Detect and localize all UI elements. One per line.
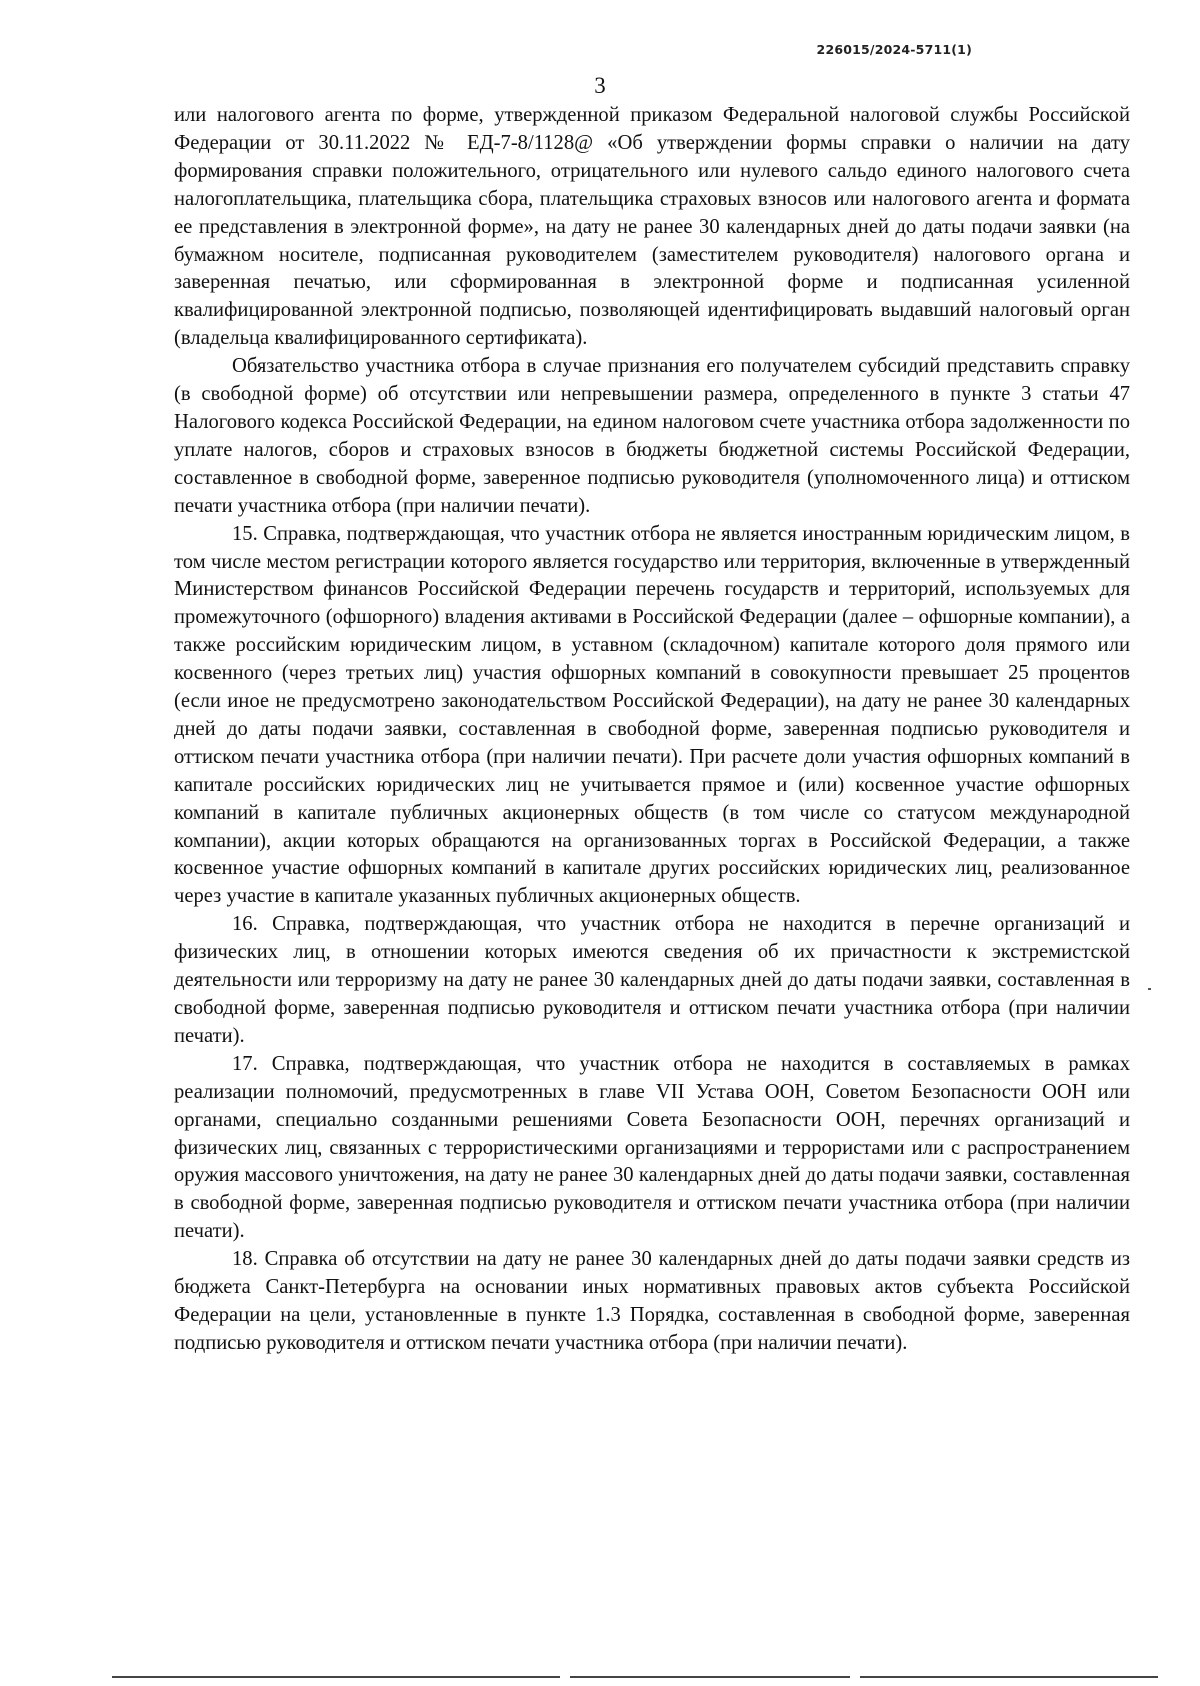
bottom-rule — [112, 1676, 1158, 1678]
paragraph-obligation: Обязательство участника отбора в случае признания его получателем субсидий представить справку (в свободной форме) об отсутствии или непревышении размера, определенного в пункте 3 статьи 47 Налогового кодекса Российской Федерации, на едином налоговом счете участника отбора задолженности по уплате налогов, сборов и страховых взносов в бюджеты бюджетной системы Российской Федерации, составленное в свободной форме, заверенное подписью руководителя (уполномоченного лица) и оттиском печати участника отбора (при наличии печати). — [174, 355, 1130, 517]
paragraph-item-16: 16. Справка, подтверждающая, что участник отбора не находится в перечне организаций и физических лиц, в отношении которых имеются сведения об их причастности к экстремистской деятельности или терроризму на дату не ранее 30 календарных дней до даты подачи заявки, составленная в свободной форме, заверенная подписью руководителя и оттиском печати участника отбора (при наличии печати). — [174, 913, 1130, 1047]
paragraph-item-17: 17. Справка, подтверждающая, что участник отбора не находится в составляемых в рамках реализации полномочий, предусмотренных в главе VII Устава ООН, Советом Безопасности ООН или органами, специально созданными решениями Совета Безопасности ООН, перечнях организаций и физических лиц, связанных с террористическими организациями и террористами или с распространением оружия массового уничтожения, на дату не ранее 30 календарных дней до даты подачи заявки, составленная в свободной форме, заверенная подписью руководителя и оттиском печати участника отбора (при наличии печати). — [174, 1052, 1130, 1243]
bottom-rule-gap — [560, 1675, 570, 1679]
paragraph-item-18: 18. Справка об отсутствии на дату не ранее 30 календарных дней до даты подачи заявки средств из бюджета Санкт-Петербурга на основании иных нормативных правовых актов субъекта Российской Федерации на цели, установленные в пункте 1.3 Порядка, составленная в свободной форме, заверенная подписью руководителя и оттиском печати участника отбора (при наличии печати). — [174, 1248, 1130, 1354]
bottom-rule-gap — [850, 1675, 860, 1679]
paragraph-continuation: или налогового агента по форме, утвержденной приказом Федеральной налоговой службы Российской Федерации от 30.11.2022 № ЕД-7-8/1128@ «Об утверждении формы справки о наличии на дату формирования справки положительного, отрицательного или нулевого сальдо единого налогового счета налогоплательщика, плательщика сбора, плательщика страховых взносов или налогового агента и формата ее представления в электронной форме», на дату не ранее 30 календарных дней до даты подачи заявки (на бумажном носителе, подписанная руководителем (заместителем руководителя) налогового органа и заверенная печатью, или сформированная в электронной форме и подписанная усиленной квалифицированной электронной подписью, позволяющей идентифицировать выдавший налоговый орган (владельца квалифицированного сертификата). — [174, 104, 1130, 350]
paragraph-item-15: 15. Справка, подтверждающая, что участник отбора не является иностранным юридическим лицом, в том числе местом регистрации которого является государство или территория, включенные в утвержденный Министерством финансов Российской Федерации перечень государств и территорий, используемых для промежуточного (офшорного) владения активами в Российской Федерации (далее – офшорные компании), а также российским юридическим лицом, в уставном (складочном) капитале которого доля прямого или косвенного (через третьих лиц) участия офшорных компаний в совокупности превышает 25 процентов (если иное не предусмотрено законодательством Российской Федерации), на дату не ранее 30 календарных дней до даты подачи заявки, составленная в свободной форме, заверенная подписью руководителя и оттиском печати участника отбора (при наличии печати). При расчете доли участия офшорных компаний в капитале российских юридических лиц не учитывается прямое и (или) косвенное участие офшорных компаний в капитале публичных акционерных обществ (в том числе со статусом международной компании), акции которых обращаются на организованных торгах в Российской Федерации, а также косвенное участие офшорных компаний в капитале других российских юридических лиц, реализованное через участие в капитале указанных публичных акционерных обществ. — [174, 522, 1130, 908]
document-id: 226015/2024-5711(1) — [816, 42, 972, 57]
page-number: 3 — [594, 73, 606, 98]
document-body — [174, 102, 1130, 1358]
scan-mark — [1148, 988, 1151, 990]
